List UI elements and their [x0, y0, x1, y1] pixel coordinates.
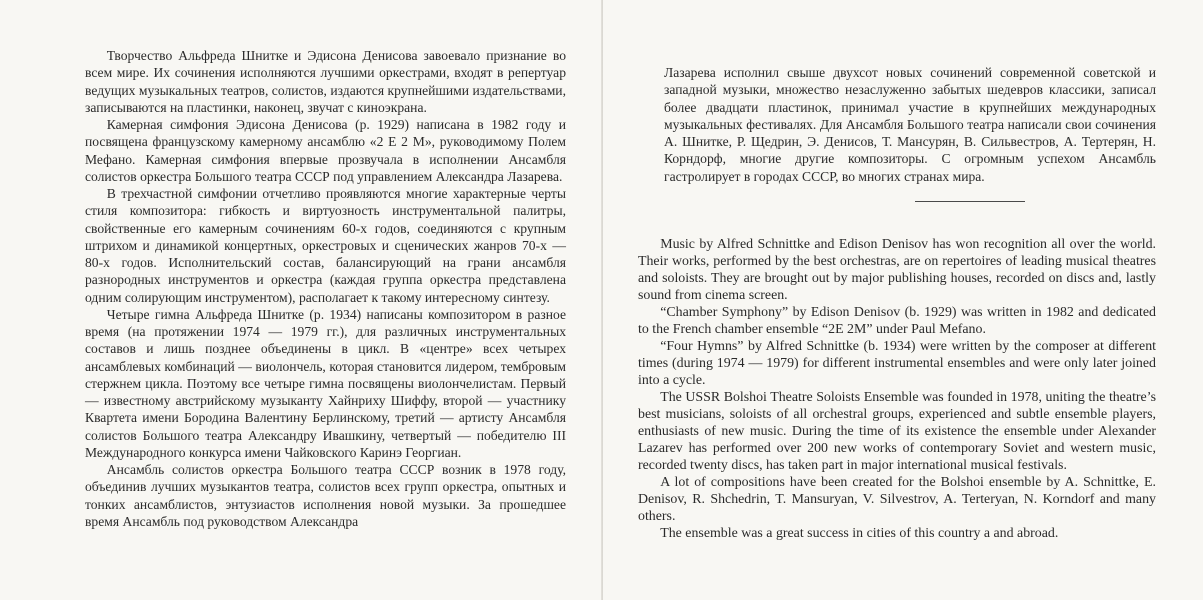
section-divider	[915, 201, 1025, 202]
paragraph: “Four Hymns” by Alfred Schnittke (b. 1934) were written by the composer at different times (during 1974 — 1979) for different instrumental ensembles and were only later joined into a cycle.	[638, 339, 1156, 388]
paragraph: Творчество Альфреда Шнитке и Эдисона Денисова завоевало признание во всем мире. Их сочинения исполняются лучшими оркестрами, входят в репертуар ведущих музыкальных театров, солистов, издаются крупнейшими издательствами, записываются на пластинки, наконец, звучат с киноэкрана.	[85, 48, 566, 115]
paragraph: Music by Alfred Schnittke and Edison Denisov has won recognition all over the world. Their works, performed by the best orchestras, are on repertoires of leading musical theatres and soloists. They are brought out by major publishing houses, recorded on discs and, lastly sound from cinema screen.	[638, 237, 1156, 303]
paragraph: Камерная симфония Эдисона Денисова (р. 1929) написана в 1982 году и посвящена французскому камерному ансамблю «2 Е 2 М», руководимому Полем Мефано. Камерная симфония впервые прозвучала в исполнении Ансамбля солистов оркестра Большого театра СССР под управлением Александра Лазарева.	[85, 117, 566, 184]
right-page	[603, 0, 1203, 600]
paragraph: В трехчастной симфонии отчетливо проявляются многие характерные черты стиля композитора: гибкость и виртуозность инструментальной палитры, свойственные его камерным сочинениям 60-х годов, соединяются с крупным штрихом и динамикой концертных, оркестровых и сценических жанров 70-х — 80-х годов. Исполнительский состав, балансирующий на грани ансамбля разнородных инструментов и оркестра (каждая группа оркестра представлена одним солирующим инструментом), располагает к такому интересному синтезу.	[85, 186, 566, 305]
right-page-russian-text	[664, 64, 1156, 185]
paragraph: Четыре гимна Альфреда Шнитке (р. 1934) написаны композитором в разное время (на протяжении 1974 — 1979 гг.), для различных инструментальных составов и лишь позднее объединены в цикл. В «центре» всех четырех ансамблевых комбинаций — виолончель, которая становится лидером, тембровым стержнем цикла. Поэтому все четыре гимна посвящены виолончелистам. Первый — известному австрийскому музыканту Хайнриху Шиффу, второй — участнику Квартета имени Бородина Валентину Берлинскому, третий — артисту Ансамбля солистов Большого театра Александру Ивашкину, четвертый — победителю III Международного конкурса имени Чайковского Каринэ Георгиан.	[85, 306, 566, 460]
right-page-english-text	[638, 236, 1156, 542]
paragraph: A lot of compositions have been created for the Bolshoi ensemble by A. Schnittke, E. Denisov, R. Shchedrin, T. Mansuryan, V. Silvestrov, A. Terteryan, N. Korndorf and many others.	[638, 475, 1156, 524]
paragraph: The ensemble was a great success in cities of this country a and abroad.	[660, 526, 1059, 541]
paragraph: “Chamber Symphony” by Edison Denisov (b. 1929) was written in 1982 and dedicated to the French chamber ensemble “2E 2M” under Paul Mefano.	[638, 305, 1156, 337]
paragraph: The USSR Bolshoi Theatre Soloists Ensemble was founded in 1978, uniting the theatre’s best musicians, soloists of all orchestral groups, experienced and subtle ensemble players, enthusiasts of new music. During the time of its existence the ensemble under Alexander Lazarev has performed over 200 new works of contemporary Soviet and western music, recorded twenty discs, has taken part in major international musical festivals.	[638, 390, 1156, 473]
paragraph: Лазарева исполнил свыше двухсот новых сочинений современной советской и западной музыки, множество незаслуженно забытых шедевров классики, записал более двадцати пластинок, принимал участие в крупнейших международных музыкальных фестивалях. Для Ансамбля Большого театра написали свои сочинения А. Шнитке, Р. Щедрин, Э. Денисов, Т. Мансурян, В. Сильвестров, А. Тертерян, Н. Корндорф, многие другие композиторы. С огромным успехом Ансамбль гастролирует в городах СССР, во многих странах мира.	[664, 65, 1156, 184]
left-page-text	[85, 47, 566, 530]
paragraph: Ансамбль солистов оркестра Большого театра СССР возник в 1978 году, объединив лучших музыкантов театра, солистов всех групп оркестра, опытных и тонких ансамблистов, энтузиастов исполнения новой музыки. За прошедшее время Ансамбль под руководством Александра	[85, 462, 566, 529]
